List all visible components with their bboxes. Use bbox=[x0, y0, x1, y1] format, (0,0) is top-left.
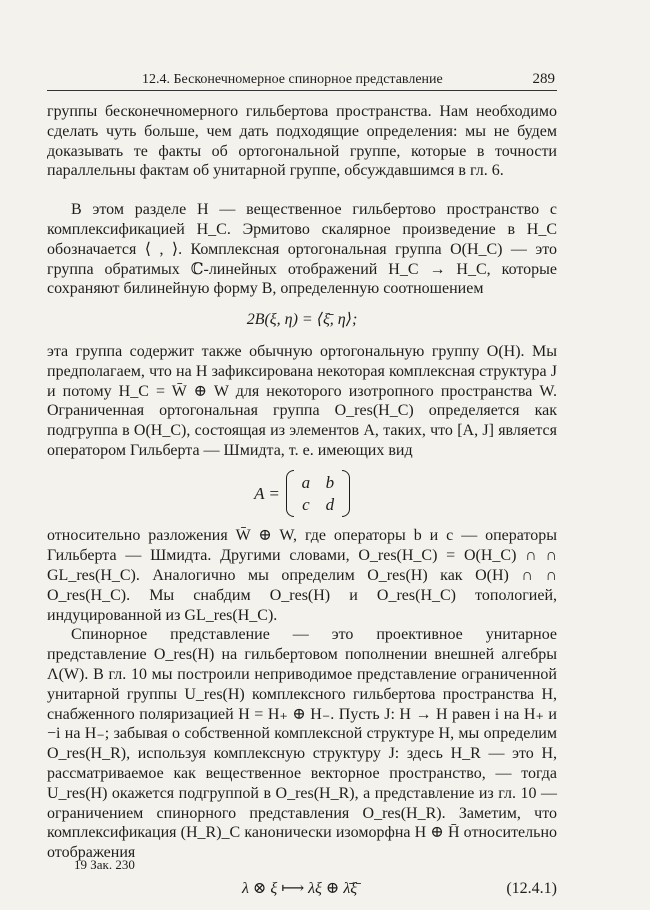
matrix-ad-bc bbox=[286, 473, 350, 515]
equation-12-4-1 bbox=[47, 879, 557, 903]
matrix-formula bbox=[47, 473, 557, 515]
signature-footer: 19 Зак. 230 bbox=[74, 857, 135, 872]
equation-text: λ ⊗ ξ ⟼ λξ ⊕ λ̄ξ̄ bbox=[242, 879, 358, 897]
running-header bbox=[47, 70, 557, 91]
paragraph-4: относительно разложения W̄ ⊕ W, где операторы b и c — операторы Гильберта — Шмидта. Другими словами, O_res(H_C) = O(H_C) ∩ ∩ GL_res(H_C). Аналогично мы определим O_res(H) как O(H) ∩ ∩ O_res(H_C). Мы снабдим O_res(H) и O_res(H_C) топологией, индуцированной из GL_res(H_C). bbox=[47, 527, 557, 624]
bilinear-form-formula: 2B(ξ, η) = ⟨ξ̄, η⟩; bbox=[246, 311, 358, 329]
matrix-entry-d: d bbox=[325, 494, 335, 514]
paragraph-3: эта группа содержит также обычную ортогональную группу O(H). Мы предполагаем, что на H зафиксирована некоторая комплексная структура J и потому H_C = W̄ ⊕ W для некоторого изотропного пространства W. Ограниченная ортогональная группа O_res(H_C) определяется как подгруппа в O(H_C), состоящая из элементов A, таких, что [A, J] является оператором Гильберта — Шмидта, т. е. имеющих вид bbox=[47, 342, 557, 459]
section-title: 12.4. Бесконечномерное спинорное представление bbox=[142, 72, 443, 87]
paragraph-2: В этом разделе H — вещественное гильбертово пространство с комплексификацией H_C. Эрмитово скалярное произведение в H_C обозначается ⟨ , ⟩. Комплексная ортогональная группа O(H_C) — это группа обратимых ℂ-линейных отображений H_C → H_C, которые сохраняют билинейную форму B, определенную соотношением bbox=[47, 201, 557, 298]
equation-number: (12.4.1) bbox=[506, 879, 557, 897]
matrix-lhs: A = bbox=[254, 483, 280, 503]
paragraph-5: Спинорное представление — это проективное унитарное представление O_res(H) на гильбертовом пополнении внешней алгебры Λ(W). В гл. 10 мы построили неприводимое представление ограниченной унитарной группы U_res(H) комплексного гильбертова пространства H, снабженного поляризацией H = H₊ ⊕ H₋. Пусть J: H → H равен i на H₊ и −i на H₋; забывая о собственной комплексной структуре H, мы определим O_res(H_R), используя комплексную структуру J: здесь H_R — это H, рассматриваемое как вещественное векторное пространство, — тогда U_res(H) окажется подгруппой в O_res(H_R), а представление из гл. 10 — ограничением спинорного представления O_res(H_R). Заметим, что комплексификация (H_R)_C канонически изоморфна H ⊕ H̄ относительно отображения bbox=[47, 626, 557, 862]
matrix-entry-c: c bbox=[302, 494, 310, 514]
matrix-entry-a: a bbox=[301, 472, 311, 492]
body-text bbox=[47, 102, 557, 903]
page-number: 289 bbox=[532, 71, 555, 87]
paragraph-1: группы бесконечномерного гильбертова пространства. Нам необходимо сделать чуть больше, чем дать подходящие определения: мы не будем доказывать те факты об ортогональной группе, которые в точности параллельны фактам об унитарной группе, обсуждавшимся в гл. 6. bbox=[47, 103, 557, 180]
matrix-entry-b: b bbox=[325, 472, 335, 492]
